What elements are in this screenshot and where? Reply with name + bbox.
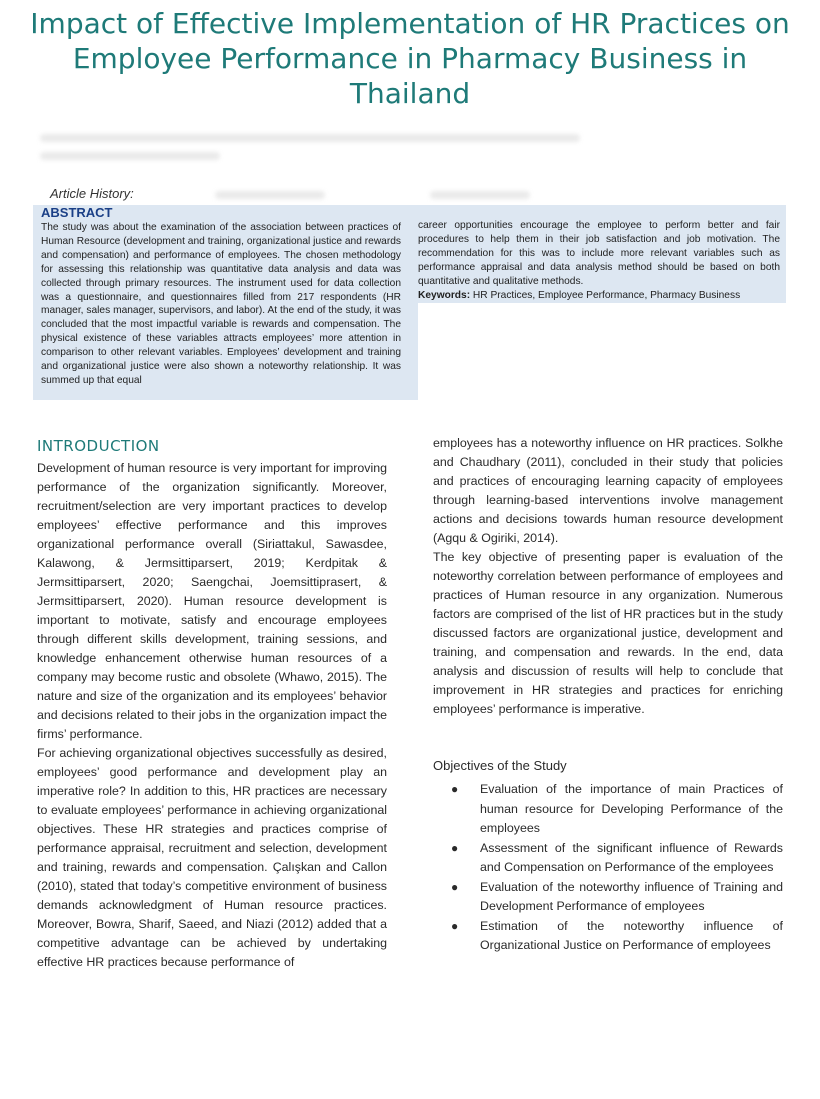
objective-item (433, 780, 783, 839)
objective-text: Assessment of the significant influence of Rewards and Compensation on Performance of the employees (480, 840, 783, 874)
blurred-history-dates (215, 191, 325, 199)
bullet-icon: ● (451, 918, 459, 933)
abstract-heading: ABSTRACT (41, 205, 113, 220)
abstract-text-col2 (418, 219, 780, 302)
objectives-list (433, 780, 783, 956)
keywords-value: HR Practices, Employee Performance, Pharmacy Business (470, 289, 741, 301)
intro-paragraph-3: employees has a noteworthy influence on HR practices. Solkhe and Chaudhary (2011), concluded in their study that policies and practices of encouraging learning capacity of employees through learning-based interventions involve management actions and decisions towards human resource development (Agqu & Ogiriki, 2014). (433, 436, 783, 545)
paper-title: Impact of Effective Implementation of HR Practices on Employee Performance in Pharmacy Business in Thailand (30, 7, 790, 110)
objective-text: Evaluation of the importance of main Practices of human resource for Developing Performance of the employees (480, 782, 783, 835)
objective-text: Estimation of the noteworthy influence of Organizational Justice on Performance of employees (480, 918, 783, 952)
intro-paragraph-1: Development of human resource is very important for improving performance of the organization significantly. Moreover, recruitment/selection are very important practices to develop employees’ effective performance and this improves organizational performance overall (Siriattakul, Sawasdee, Kalawong, & Jermsittiparsert, 2019; Kerdpitak & Jermsittiparsert, 2020; Saengchai, Joemsittiprasert, & Jermsittiparsert, 2020). Human resource development is important to motivate, satisfy and encourage employees through different skills development, training sessions, and knowledge enhancement otherwise human resources of a company may become rustic and obsolete (Whawo, 2015). The nature and size of the organization and its employees’ behavior and decisions related to their jobs in the organization impact the firms’ performance. (37, 461, 387, 741)
article-history-label: Article History: (50, 186, 134, 201)
bullet-icon: ● (451, 782, 459, 796)
abstract-box (33, 205, 786, 400)
blurred-author-line (40, 134, 580, 142)
abstract-text-col1: The study was about the examination of the association between practices of Human Resource (development and training, organizational justice and rewards and compensation) and performance of employees. The chosen methodology for assessing this relationship was quantitative data analysis and data was collected through primary resources. The instrument used for data collection was a questionnaire, and questionnaires filled from 217 respondents (HR manager, sales manager, supervisors, and labor). At the end of the study, it was concluded that the most impactful variable is rewards and compensation. The physical existence of these variables attracts employees’ more attention in comparison to other relevant variables. Employees’ development and training and organizational justice were also shown a noteworthy relationship. It was summed up that equal (41, 222, 401, 386)
abstract-text-col2-body: career opportunities encourage the employee to perform better and fair procedures to help them in their job satisfaction and job motivation. The recommendation for this was to include more relevant variables such as performance appraisal and data analysis method should be based on both quantitative and qualitative methods. (418, 220, 780, 287)
bullet-icon: ● (451, 879, 459, 894)
blurred-history-dates (430, 191, 530, 199)
blurred-affiliation-line (40, 152, 220, 160)
introduction-left-column (37, 459, 387, 972)
introduction-right-column (433, 434, 783, 719)
objective-item (433, 839, 783, 878)
objective-item (433, 917, 783, 956)
keywords-label: Keywords: (418, 289, 471, 301)
introduction-heading: INTRODUCTION (37, 437, 160, 455)
intro-paragraph-2: For achieving organizational objectives successfully as desired, employees’ good performance and development play an imperative role? In addition to this, HR practices are necessary to evaluate employees’ performance in achieving organizational objectives. These HR strategies and practices comprise of performance appraisal, recruitment and selection, development and training, rewards and compensation. Çalışkan and Callon (2010), stated that today’s competitive environment of business demands acknowledgment of Human resource practices. Moreover, Bowra, Sharif, Saeed, and Niazi (2012) added that a competitive advantage can be achieved by undertaking effective HR practices because performance of (37, 746, 387, 969)
intro-paragraph-4: The key objective of presenting paper is evaluation of the noteworthy correlation between performance of employees and practices of Human resource in any organization. Numerous factors are comprised of the list of HR practices but in the study discussed factors are organizational justice, development and training, and compensation and rewards. In the end, data analysis and discussion of results will help to conclude that improvement in HR strategies and practices for enriching employees’ performance is imperative. (433, 550, 783, 716)
objective-item (433, 878, 783, 917)
objective-text: Evaluation of the noteworthy influence of Training and Development Performance of employees (480, 879, 783, 913)
bullet-icon: ● (451, 840, 459, 855)
objectives-heading: Objectives of the Study (433, 758, 567, 773)
